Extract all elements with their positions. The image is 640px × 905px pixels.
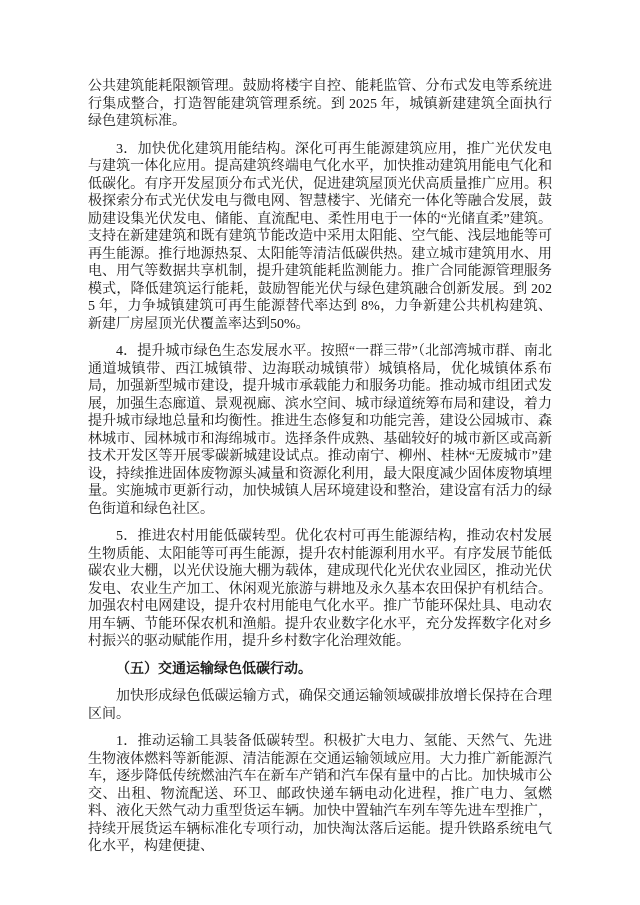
paragraph-item-4-urban-green-development: 4．提升城市绿色生态发展水平。按照“一群三带”（北部湾城市群、南北通道城镇带、西江城镇带、边海联动城镇带）城镇格局，优化城镇体系布局，加强新型城市建设，提升城市承载能力和服务功能。推动城市组团式发展，加强生态廊道、景观视廊、滨水空间、城市绿道统筹布局和建设，着力提升城市绿地总量和均衡性。推进生态修复和功能完善，建设公园城市、森林城市、园林城市和海绵城市。选择条件成熟、基础较好的城市新区或高新技术开发区等开展零碳新城建设试点。推动南宁、柳州、桂林“无废城市”建设，持续推进固体废物源头减量和资源化利用，最大限度减少固体废物填埋量。实施城市更新行动，加快城镇人居环境建设和整治，建设富有活力的绿色街道和绿色社区。 <box>88 344 552 517</box>
paragraph-item-3-building-energy-structure: 3．加快优化建筑用能结构。深化可再生能源建筑应用，推广光伏发电与建筑一体化应用。提高建筑终端电气化水平，加快推动建筑用能电气化和低碳化。有序开发屋顶分布式光伏，促进建筑屋顶光伏高质量推广应用。积极探索分布式光伏发电与微电网、智慧楼宇、光储充一体化等融合发展，鼓励建设集光伏发电、储能、直流配电、柔性用电于一体的“光储直柔”建筑。支持在新建建筑和既有建筑节能改造中采用太阳能、空气能、浅层地能等可再生能源。推行地源热泵、太阳能等清洁低碳供热。建立城市建筑用水、用电、用气等数据共享机制，提升建筑能耗监测能力。推广合同能源管理服务模式，降低建筑运行能耗，鼓励智能光伏与绿色建筑融合创新发展。到 2025 年，力争城镇建筑可再生能源替代率达到 8%，力争新建公共机构建筑、新建厂房屋顶光伏覆盖率达到50%。 <box>88 141 552 332</box>
document-text-block <box>88 78 552 856</box>
paragraph-item-1-transport-equipment: 1．推动运输工具装备低碳转型。积极扩大电力、氢能、天然气、先进生物液体燃料等新能源、清洁能源在交通运输领域应用。大力推广新能源汽车，逐步降低传统燃油汽车在新车产销和汽车保有量中的占比。加快城市公交、出租、物流配送、环卫、邮政快递车辆电动化进程，推广电力、氢燃料、液化天然气动力重型货运车辆。加快中置轴汽车列车等先进车型推广，持续开展货运车辆标准化专项行动，加快淘汰落后运能。提升铁路系统电气化水平，构建便捷、 <box>88 734 552 854</box>
section-heading-transport-green-low-carbon: （五）交通运输绿色低碳行动。 <box>116 661 312 677</box>
paragraph-item-5-rural-energy-transition: 5．推进农村用能低碳转型。优化农村可再生能源结构，推动农村发展生物质能、太阳能等可再生能源，提升农村能源利用水平。有序发展节能低碳农业大棚，以光伏设施大棚为载体，建成现代化光伏农业园区，推动光伏发电、农业生产加工、休闲观光旅游与耕地及永久基本农田保护有机结合。加强农村电网建设，提升农村用能电气化水平。推广节能环保灶具、电动农用车辆、节能环保农机和渔船。提升农业数字化水平，充分发挥数字化对乡村振兴的驱动赋能作用，提升乡村数字化治理效能。 <box>88 529 552 649</box>
paragraph-building-energy-quota: 公共建筑能耗限额管理。鼓励将楼宇自控、能耗监管、分布式发电等系统进行集成整合，打造智能建筑管理系统。到 2025 年，城镇新建建筑全面执行绿色建筑标准。 <box>88 79 552 129</box>
paragraph-transport-intro: 加快形成绿色低碳运输方式，确保交通运输领域碳排放增长保持在合理区间。 <box>88 689 552 722</box>
